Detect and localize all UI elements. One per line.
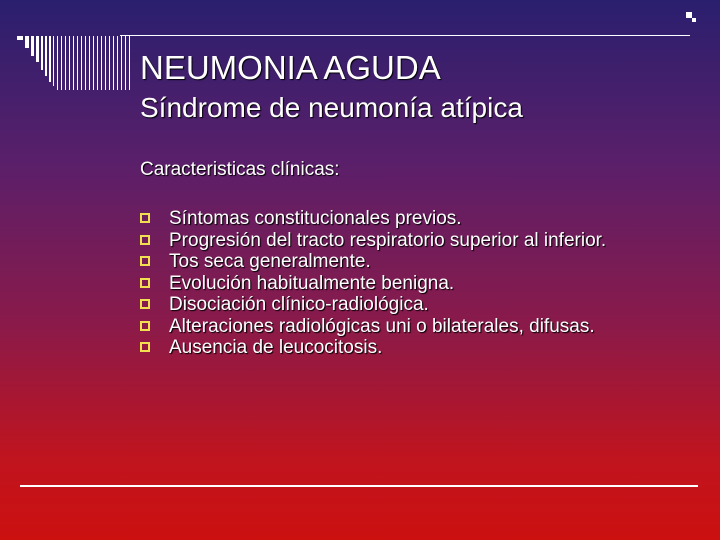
bullet-text: Síntomas constitucionales previos. [169,208,462,229]
bullet-item [140,294,640,316]
square-bullet-icon [140,342,150,352]
bullet-item [140,337,640,359]
square-bullet-icon [140,321,150,331]
square-bullet-icon [140,213,150,223]
bullet-item [140,316,640,338]
bullet-item [140,251,640,273]
bullet-text: Disociación clínico-radiológica. [169,294,429,315]
bullet-text: Progresión del tracto respiratorio superior al inferior. [169,229,607,251]
bullet-list [140,208,640,359]
square-bullet-icon [140,235,150,245]
divider-line [20,485,698,487]
bullet-item [140,208,640,230]
square-bullet-icon [140,299,150,309]
slide-subtitle: Síndrome de neumonía atípica [140,92,523,123]
bullet-text: Tos seca generalmente. [169,251,371,272]
bullet-item [140,230,640,252]
bullet-text: Alteraciones radiológicas uni o bilaterales, difusas. [169,315,595,337]
square-bullet-icon [140,278,150,288]
intro-text: Caracteristicas clínicas: [140,159,340,180]
bullet-text: Evolución habitualmente benigna. [169,272,455,294]
square-bullet-icon [140,256,150,266]
bullet-item [140,273,640,295]
bullet-text: Ausencia de leucocitosis. [169,337,383,358]
slide-title: NEUMONIA AGUDA [140,49,441,86]
